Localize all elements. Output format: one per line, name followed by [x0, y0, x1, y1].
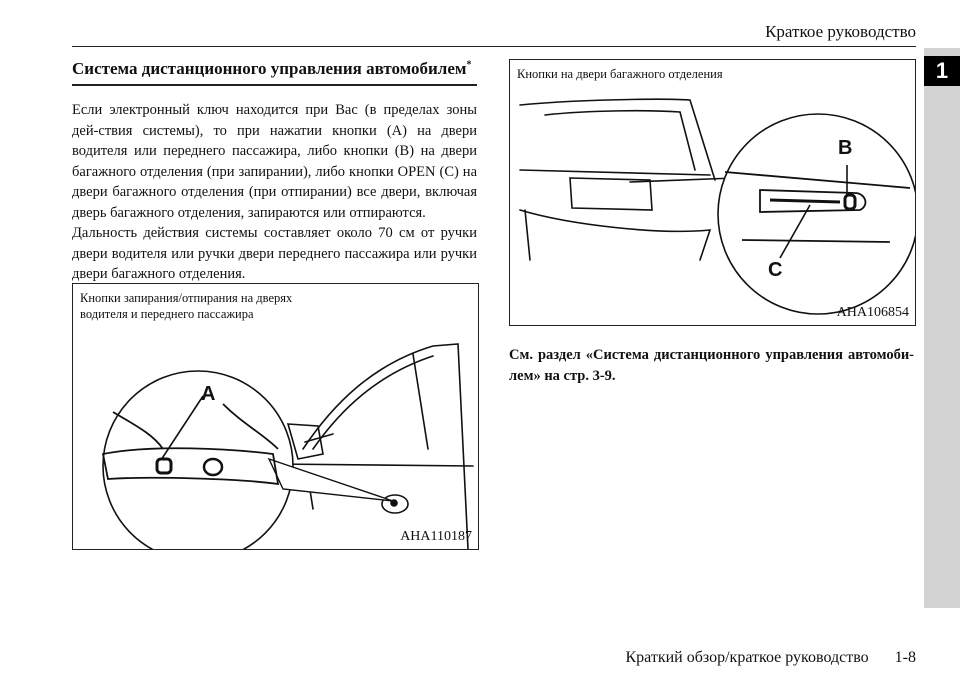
figure-door-buttons	[72, 283, 479, 550]
heading-rule	[72, 84, 477, 86]
b-pillar	[413, 354, 428, 449]
tailgate-zoom-circle	[718, 114, 915, 314]
paragraph-1: Если электронный ключ находится при Вас (в пределах зоны дей-ствия системы), то при нажатии кнопки (A) на двери водителя или переднего пассажира, либо кнопки (B) на двери багажного отделения (при запирании), либо кнопки OPEN (C) на двери багажного отделения (при отпирании) все двери, включая дверь багажного отделения, запираются или отпираются.	[72, 102, 477, 221]
callout-c: C	[768, 259, 783, 281]
door-beltline	[273, 464, 473, 466]
chapter-tab-strip	[924, 48, 960, 608]
header-rule	[72, 46, 916, 47]
chapter-tab-number: 1	[924, 56, 960, 86]
figure-tailgate-buttons	[509, 59, 916, 326]
figure-tailgate-code: AHA106854	[836, 305, 909, 320]
section-title-mark: *	[466, 59, 472, 71]
figure-tailgate-caption: Кнопки на двери багажного отделения	[517, 67, 723, 81]
door-illustration	[73, 284, 478, 549]
window-frame	[303, 344, 468, 549]
footer-text: Краткий обзор/краткое руководство	[625, 649, 869, 666]
figure-door-caption-line-2: водителя и переднего пассажира	[80, 307, 254, 321]
figure-door-code: AHA110187	[400, 529, 472, 544]
page-header-title: Краткое руководство	[765, 22, 916, 41]
tailgate-illustration	[510, 60, 915, 325]
zoom-circle	[103, 371, 293, 549]
section-heading	[72, 59, 471, 79]
paragraph-2: Дальность действия системы составляет около 70 см от ручки двери водителя или ручки двери переднего пассажира или ручки двери багажного отделения.	[72, 225, 477, 282]
license-plate-zone	[570, 178, 652, 210]
callout-b: B	[838, 137, 853, 159]
figure-door-caption-line-1: Кнопки запирания/отпирания на дверях	[80, 291, 293, 305]
section-title: Система дистанционного управления автомобилем	[72, 59, 467, 78]
cross-reference-text: См. раздел «Система дистанционного управления автомоби-лем» на стр. 3-9.	[509, 347, 914, 384]
page-footer	[625, 649, 916, 667]
footer-page-number: 1-8	[894, 649, 916, 666]
body-text	[72, 100, 477, 285]
callout-a: A	[201, 383, 216, 405]
